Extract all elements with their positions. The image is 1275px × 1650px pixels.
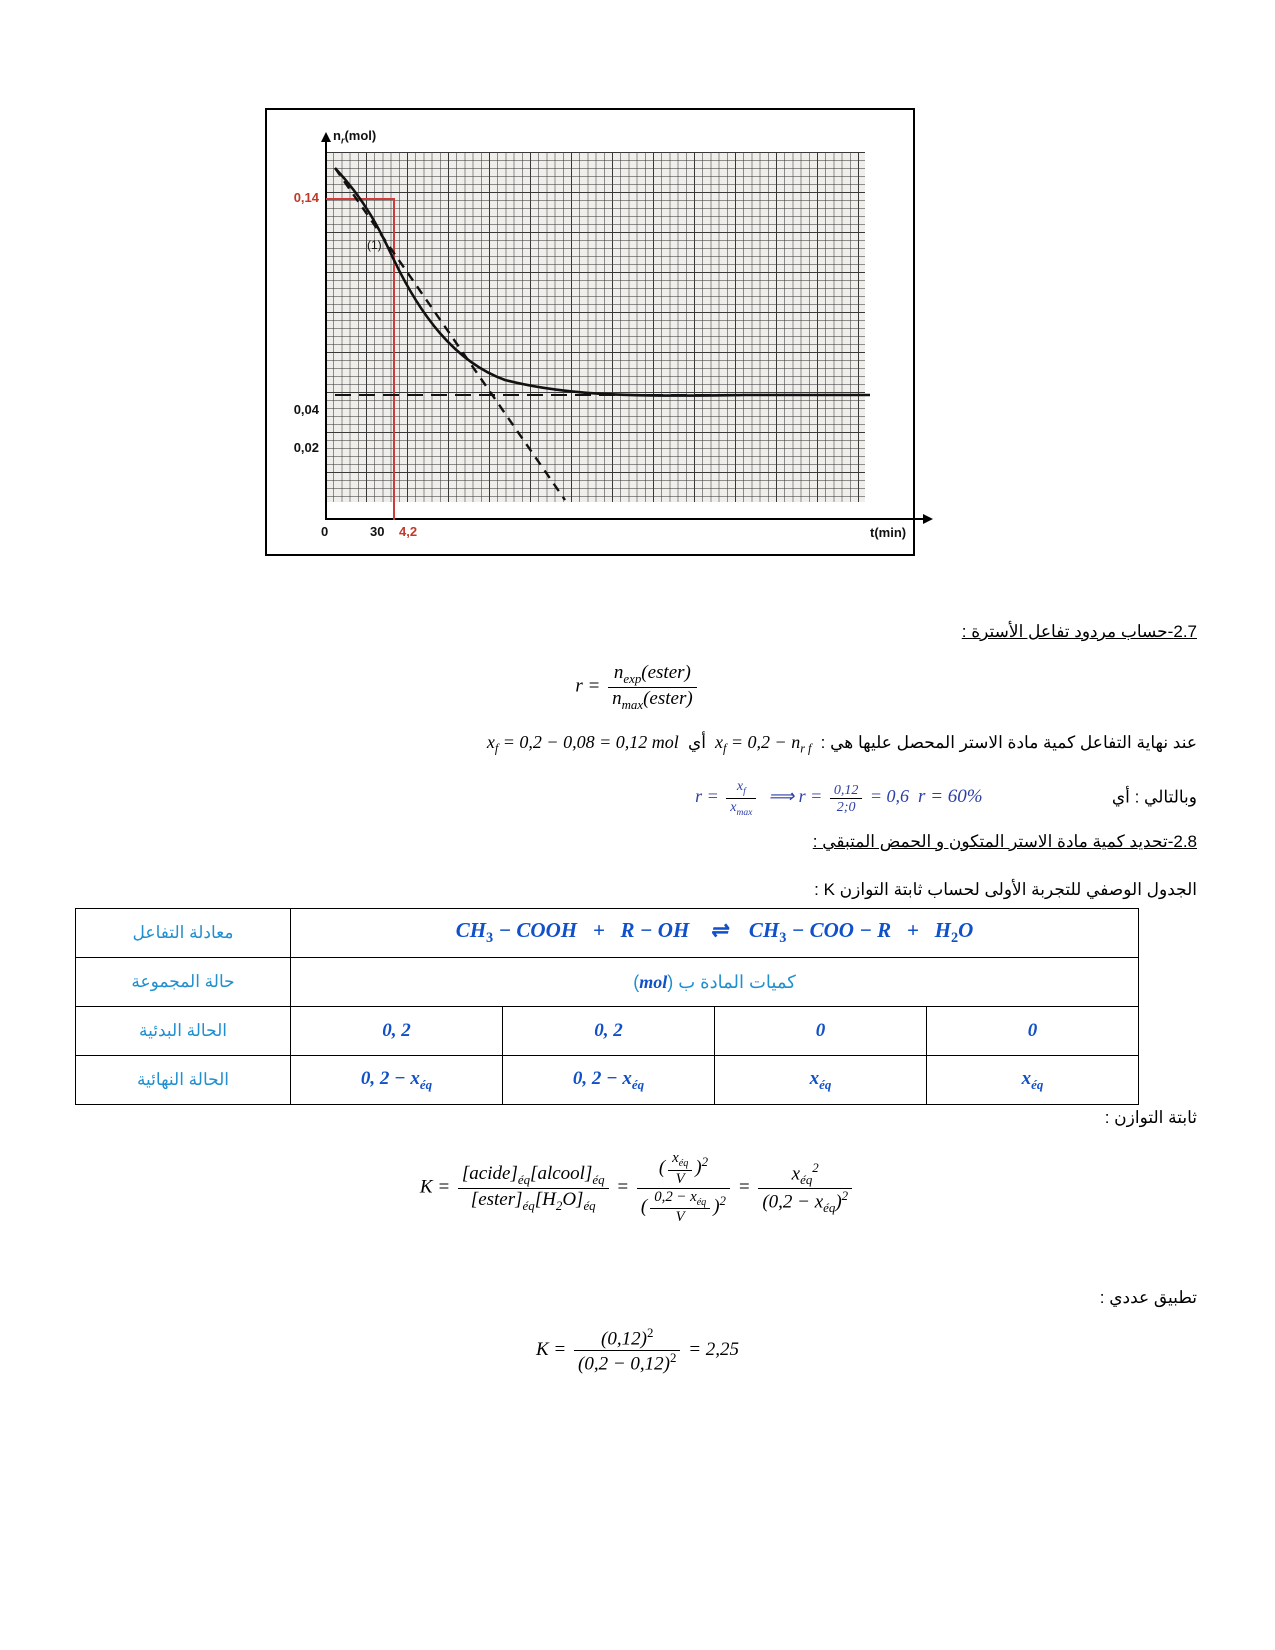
curve-annotation-1: (1) [367, 238, 382, 252]
table-intro-text [814, 880, 1197, 900]
table-intro-label: الجدول الوصفي للتجربة الأولى لحساب ثابتة التوازن K : [814, 880, 1197, 899]
quantities-header-cell: كميات المادة ب (mol) [291, 958, 1139, 1007]
row-label-equation: معادلة التفاعل [76, 909, 291, 958]
row-label-initial: الحالة البدئية [76, 1007, 291, 1056]
initial-acid: 0, 2 [291, 1007, 503, 1056]
xf-expr-left: $x_f = 0,2 - n_{r f}$ [715, 732, 816, 756]
curves-svg [325, 140, 925, 535]
y-tick-004: 0,04 [293, 402, 319, 417]
numeric-application-label: تطبيق عددي : [1099, 1288, 1197, 1307]
table-row [76, 909, 1139, 958]
reaction-table [75, 908, 1139, 1105]
y-tick-002: 0,02 [293, 440, 319, 455]
k-formula: K = $\frac{[acide]_{éq}[alcool]_{éq}}{[ester]_{éq}[H_2O]_{éq}}$ = ( $\frac{x_{éq}}{V}$ )$^2$ ( $\frac{0,2 - x_{éq}}{V}$ )$^2$ = $\frac{x_{éq}^2}{(0,2 - x_{éq})^2}$ [0, 1150, 1275, 1226]
k-numeric-result: K = $\frac{(0,12)^2}{(0,2 - 0,12)^2}$ = 2,25 [535, 1325, 740, 1375]
ai-word-1: أي [687, 733, 706, 752]
yield-expression: r = $\frac{x_f}{x_{max}}$ ⟹ r = $\frac{0,12}{0;2}$ = 0,6 [695, 778, 1108, 818]
ai-word-2: أي [1111, 787, 1130, 807]
final-acid: 0, $2 - x_{éq}$ [291, 1056, 503, 1105]
x-axis-label: t(min) [870, 525, 907, 540]
table-row [76, 1056, 1139, 1105]
tangent-line [335, 168, 565, 500]
table-row [76, 1007, 1139, 1056]
initial-water: 0 [927, 1007, 1139, 1056]
line-xf-definition [487, 732, 1197, 757]
yield-formula: r = $\frac{n_{exp}(ester)}{n_{max}(ester)}$ [0, 662, 1275, 712]
row-label-final: الحالة النهائية [76, 1056, 291, 1105]
k-label: ثابتة التوازن : [1104, 1108, 1197, 1127]
y-axis-label: $n_r(mol)$ [333, 128, 377, 146]
experimental-curve [335, 168, 870, 396]
x-tick-30: 30 [370, 524, 385, 539]
graph-inner [293, 128, 907, 540]
x-tick-0: 0 [321, 524, 329, 539]
therefore-text: وبالتالي : [1134, 787, 1197, 807]
table-row [76, 958, 1139, 1007]
section-2-8-title: 2.8-تحديد كمية مادة الاستر المتكون و الحمض المتبقي : [812, 832, 1197, 851]
reaction-equation-cell [291, 909, 1139, 958]
x-tick-42: 4,2 [399, 524, 418, 539]
y-tick-014: 0,14 [293, 190, 319, 205]
xf-expr-right: $x_f = 0,2 - 0,08 = 0,12$ mol [486, 732, 684, 756]
xf-text: عند نهاية التفاعل كمية مادة الاستر المحصل عليها هي : [820, 733, 1197, 752]
initial-alcohol: 0, 2 [503, 1007, 715, 1056]
graph-figure [265, 108, 915, 556]
initial-ester: 0 [715, 1007, 927, 1056]
line-yield-calc [695, 778, 1197, 819]
section-2-7-title: 2.7-حساب مردود تفاعل الأسترة : [961, 622, 1197, 641]
reaction-equation-text: $CH_3$ − COOH + R − OH ⇌ $CH_3$ − COO − $R + H_2O$ [455, 918, 974, 947]
final-ester: $x_{éq}$ [715, 1056, 927, 1105]
final-alcohol: 0, $2 - x_{éq}$ [503, 1056, 715, 1105]
row-label-state: حالة المجموعة [76, 958, 291, 1007]
yield-result: r = 60% [918, 786, 983, 808]
final-water: $x_{éq}$ [927, 1056, 1139, 1105]
